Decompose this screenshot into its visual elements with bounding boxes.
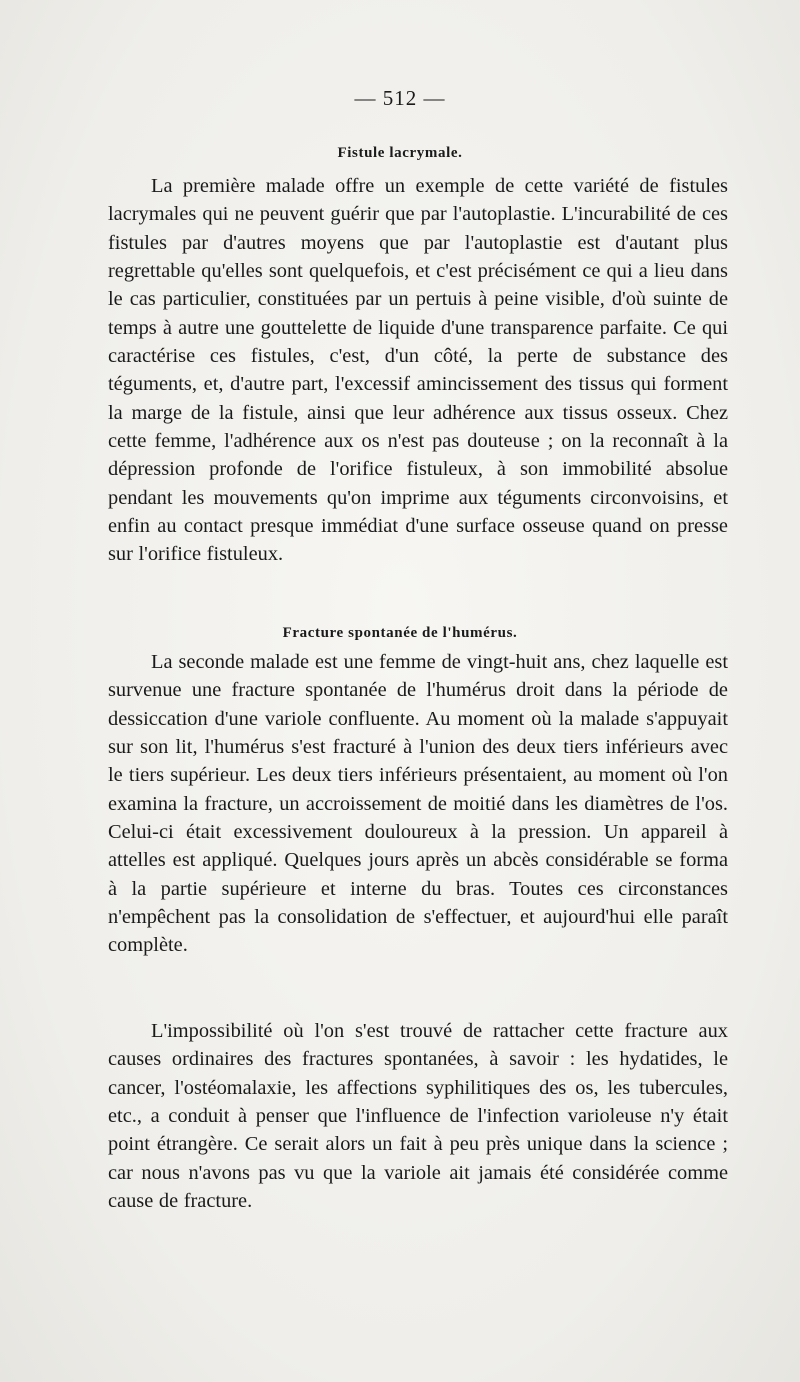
section-title-fistule: Fistule lacrymale. (337, 145, 463, 161)
paragraph-fracture-1: La seconde malade est une femme de vingt-huit ans, chez laquelle est survenue une fracture spontanée de l'humérus droit dans la période de dessiccation d'une variole confluente. Au moment où la malade s'appuyait sur son lit, l'humérus s'est fracturé à l'union des deux tiers inférieurs avec le tiers supérieur. Les deux tiers inférieurs présentaient, au moment où l'on examina la fracture, un accroissement de moitié dans les diamètres de l'os. Celui-ci était excessivement douloureux à la pression. Un appareil à attelles est appliqué. Quelques jours après un abcès considérable se forma à la partie supérieure et interne du bras. Toutes ces circonstances n'empêchent pas la consolidation de s'effectuer, et aujourd'hui elle paraît complète. (108, 651, 728, 957)
page-number: — 512 — (354, 86, 446, 110)
section-title-fracture: Fracture spontanée de l'humérus. (282, 625, 518, 641)
paragraph-fistule: La première malade offre un exemple de cette variété de fistules lacrymales qui ne peuvent guérir que par l'autoplastie. L'incurabilité de ces fistules par d'autres moyens que par l'autoplastie est d'autant plus regrettable qu'elles sont quelquefois, et c'est précisément ce qui a lieu dans le cas particulier, constituées par un pertuis à peine visible, d'où suinte de temps à autre une gouttelette de liquide d'une transparence parfaite. Ce qui caractérise ces fistules, c'est, d'un côté, la perte de substance des téguments, et, d'autre part, l'excessif amincissement des tissus qui forment la marge de la fistule, ainsi que leur adhérence aux tissus osseux. Chez cette femme, l'adhérence aux os n'est pas douteuse ; on la reconnaît à la dépression profonde de l'orifice fistuleux, à son immobilité absolue pendant les mouvements qu'on imprime aux téguments circonvoisins, et enfin au contact presque immédiat d'une surface osseuse quand on presse sur l'orifice fistuleux. (108, 175, 728, 566)
paragraph-fracture-2: L'impossibilité où l'on s'est trouvé de rattacher cette fracture aux causes ordinaires des fractures spontanées, à savoir : les hydatides, le cancer, l'ostéomalaxie, les affections syphilitiques des os, les tubercules, etc., a conduit à penser que l'influence de l'infection varioleuse n'y était point étrangère. Ce serait alors un fait à peu près unique dans la science ; car nous n'avons pas vu que la variole ait jamais été considérée comme cause de fracture. (108, 1020, 728, 1213)
